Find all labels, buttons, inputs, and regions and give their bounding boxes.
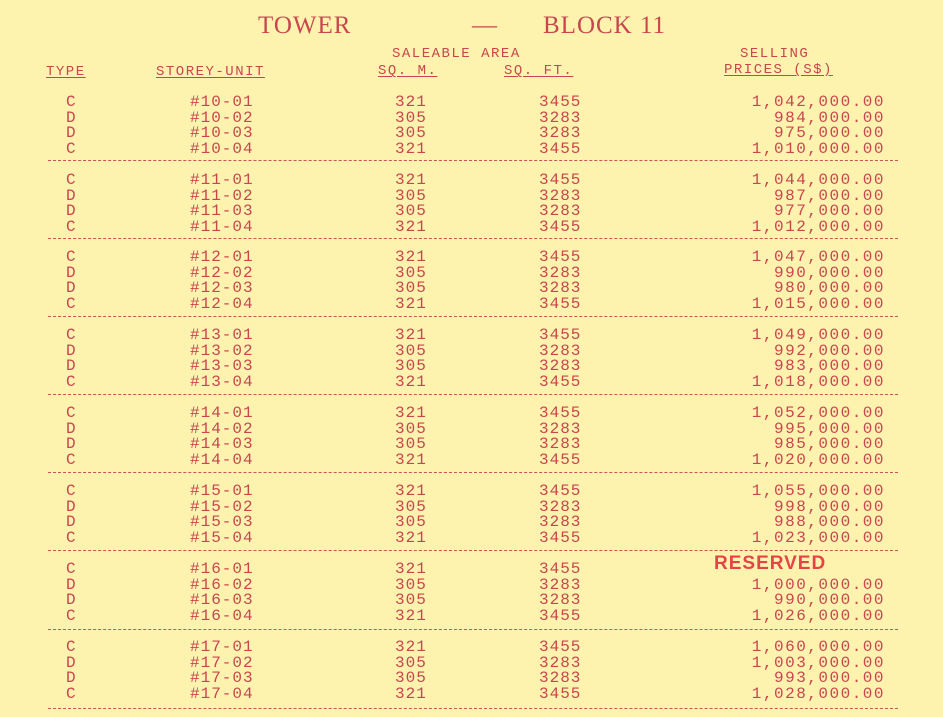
area-sq-m: 321: [395, 372, 427, 391]
unit-type: C: [66, 248, 76, 266]
area-sq-m: 305: [395, 497, 427, 516]
unit-type: D: [66, 653, 76, 672]
area-sq-m: 305: [395, 669, 427, 687]
storey-unit: #13-04: [190, 372, 254, 391]
area-sq-ft: 3455: [539, 372, 582, 391]
storey-unit: #17-02: [190, 653, 254, 672]
unit-type: D: [66, 513, 76, 531]
area-sq-m: 321: [395, 171, 427, 189]
header-storey-unit: STOREY-UNIT: [156, 64, 265, 80]
area-sq-m: 305: [395, 202, 427, 220]
reserved-stamp: RESERVED: [714, 553, 827, 574]
selling-price: 983,000.00: [773, 357, 885, 375]
selling-price: 1,052,000.00: [751, 404, 885, 422]
area-sq-m: 305: [395, 341, 427, 360]
selling-price: 1,028,000.00: [751, 684, 885, 703]
storey-unit: #14-03: [190, 435, 254, 453]
selling-price: 998,000.00: [773, 497, 885, 516]
area-sq-ft: 3283: [539, 341, 582, 360]
storey-unit: #15-03: [190, 513, 254, 531]
table-row: [0, 203, 943, 219]
area-sq-m: 321: [395, 93, 427, 111]
storey-unit: #11-03: [190, 202, 254, 220]
unit-type: C: [66, 606, 76, 625]
area-sq-m: 305: [395, 124, 427, 142]
area-sq-ft: 3283: [539, 186, 582, 205]
unit-type: C: [66, 326, 76, 344]
storey-unit: #13-02: [190, 341, 254, 360]
header-selling: SELLING: [740, 46, 810, 62]
unit-type: C: [66, 171, 76, 189]
unit-type: C: [66, 139, 76, 158]
area-sq-m: 305: [395, 186, 427, 205]
unit-type: C: [66, 638, 76, 656]
unit-type: D: [66, 202, 76, 220]
header-saleable-area: SALEABLE AREA: [392, 46, 521, 62]
unit-type: C: [66, 450, 76, 469]
area-sq-m: 321: [395, 638, 427, 656]
area-sq-m: 321: [395, 139, 427, 158]
unit-type: D: [66, 341, 76, 360]
selling-price: 980,000.00: [773, 279, 885, 297]
table-row: [0, 280, 943, 296]
area-sq-ft: 3455: [539, 93, 582, 111]
selling-price: 1,044,000.00: [751, 171, 885, 189]
storey-unit: #10-03: [190, 124, 254, 142]
header-type: TYPE: [46, 64, 86, 80]
area-sq-ft: 3283: [539, 435, 582, 453]
unit-type: D: [66, 497, 76, 516]
unit-type: D: [66, 263, 76, 282]
selling-price: 1,049,000.00: [751, 326, 885, 344]
unit-type: C: [66, 372, 76, 391]
table-row: [0, 452, 943, 468]
unit-type: C: [66, 482, 76, 500]
header-sq-ft: SQ. FT.: [504, 63, 574, 79]
storey-unit: #17-04: [190, 684, 254, 703]
selling-price: 990,000.00: [773, 591, 885, 609]
storey-unit: #16-01: [190, 560, 254, 578]
unit-type: D: [66, 357, 76, 375]
selling-price: 1,026,000.00: [751, 606, 885, 625]
area-sq-ft: 3283: [539, 202, 582, 220]
area-sq-ft: 3455: [539, 606, 582, 625]
selling-price: 985,000.00: [773, 435, 885, 453]
area-sq-ft: 3455: [539, 482, 582, 500]
unit-type: C: [66, 93, 76, 111]
table-row: [0, 436, 943, 452]
selling-price: 1,023,000.00: [751, 528, 885, 547]
selling-price: 1,015,000.00: [751, 294, 885, 313]
area-sq-ft: 3283: [539, 108, 582, 127]
table-row: [0, 483, 943, 499]
table-row: [0, 405, 943, 421]
area-sq-ft: 3283: [539, 575, 582, 594]
storey-unit: #12-04: [190, 294, 254, 313]
area-sq-m: 321: [395, 684, 427, 703]
area-sq-ft: 3455: [539, 326, 582, 344]
area-sq-m: 321: [395, 326, 427, 344]
header-sq-m: SQ. M.: [378, 63, 438, 79]
area-sq-m: 305: [395, 435, 427, 453]
area-sq-m: 321: [395, 560, 427, 578]
table-row: [0, 530, 943, 546]
area-sq-ft: 3455: [539, 139, 582, 158]
area-sq-ft: 3455: [539, 450, 582, 469]
selling-price: 1,012,000.00: [751, 217, 885, 236]
storey-unit: #15-02: [190, 497, 254, 516]
unit-type: C: [66, 560, 76, 578]
table-row: [0, 327, 943, 343]
group-separator: [48, 394, 898, 395]
selling-price: 1,042,000.00: [751, 93, 885, 111]
group-separator: [48, 550, 898, 551]
selling-price: 993,000.00: [773, 669, 885, 687]
storey-unit: #15-01: [190, 482, 254, 500]
storey-unit: #14-02: [190, 419, 254, 438]
table-row: [0, 249, 943, 265]
selling-price: 1,010,000.00: [751, 139, 885, 158]
storey-unit: #11-01: [190, 171, 254, 189]
storey-unit: #13-01: [190, 326, 254, 344]
unit-type: C: [66, 404, 76, 422]
area-sq-ft: 3455: [539, 294, 582, 313]
area-sq-ft: 3455: [539, 684, 582, 703]
group-separator: [48, 238, 898, 239]
unit-type: D: [66, 279, 76, 297]
selling-price: 1,047,000.00: [751, 248, 885, 266]
selling-price: 1,060,000.00: [751, 638, 885, 656]
selling-price: 1,000,000.00: [751, 575, 885, 594]
area-sq-ft: 3283: [539, 497, 582, 516]
table-row: [0, 125, 943, 141]
storey-unit: #17-01: [190, 638, 254, 656]
area-sq-ft: 3283: [539, 591, 582, 609]
table-row: [0, 374, 943, 390]
selling-price: 990,000.00: [773, 263, 885, 282]
storey-unit: #10-01: [190, 93, 254, 111]
area-sq-ft: 3283: [539, 419, 582, 438]
area-sq-ft: 3283: [539, 669, 582, 687]
selling-price: 975,000.00: [773, 124, 885, 142]
title-tower: TOWER: [258, 12, 352, 39]
storey-unit: #16-04: [190, 606, 254, 625]
unit-type: D: [66, 435, 76, 453]
area-sq-m: 305: [395, 653, 427, 672]
table-row: [0, 358, 943, 374]
selling-price: 987,000.00: [773, 186, 885, 205]
unit-type: D: [66, 186, 76, 205]
area-sq-m: 321: [395, 217, 427, 236]
group-separator: [48, 160, 898, 161]
table-row: [0, 219, 943, 235]
unit-type: D: [66, 108, 76, 127]
selling-price: 992,000.00: [773, 341, 885, 360]
table-row: [0, 514, 943, 530]
group-separator: [48, 629, 898, 630]
table-row: [0, 141, 943, 157]
storey-unit: #13-03: [190, 357, 254, 375]
selling-price: 1,018,000.00: [751, 372, 885, 391]
unit-type: C: [66, 684, 76, 703]
group-separator: [48, 316, 898, 317]
title-block: BLOCK 11: [543, 12, 667, 39]
table-row: [0, 592, 943, 608]
selling-price: 1,003,000.00: [751, 653, 885, 672]
area-sq-m: 305: [395, 591, 427, 609]
area-sq-ft: 3283: [539, 513, 582, 531]
area-sq-ft: 3283: [539, 263, 582, 282]
area-sq-ft: 3455: [539, 638, 582, 656]
document-title: [0, 10, 943, 46]
area-sq-ft: 3283: [539, 357, 582, 375]
table-row: [0, 94, 943, 110]
table-row: [0, 608, 943, 624]
unit-type: D: [66, 591, 76, 609]
area-sq-m: 321: [395, 606, 427, 625]
unit-type: D: [66, 669, 76, 687]
selling-price: 977,000.00: [773, 202, 885, 220]
area-sq-ft: 3455: [539, 404, 582, 422]
area-sq-m: 305: [395, 575, 427, 594]
header-prices: PRICES (S$): [724, 62, 833, 78]
table-row: [0, 686, 943, 702]
storey-unit: #11-02: [190, 186, 254, 205]
storey-unit: #14-01: [190, 404, 254, 422]
table-row: [0, 670, 943, 686]
area-sq-m: 305: [395, 513, 427, 531]
storey-unit: #14-04: [190, 450, 254, 469]
storey-unit: #12-02: [190, 263, 254, 282]
unit-type: D: [66, 419, 76, 438]
selling-price: 1,020,000.00: [751, 450, 885, 469]
area-sq-m: 305: [395, 108, 427, 127]
storey-unit: #12-01: [190, 248, 254, 266]
selling-price: 995,000.00: [773, 419, 885, 438]
area-sq-ft: 3283: [539, 124, 582, 142]
unit-type: D: [66, 575, 76, 594]
area-sq-m: 305: [395, 419, 427, 438]
table-row: [0, 639, 943, 655]
selling-price: 988,000.00: [773, 513, 885, 531]
selling-price: 1,055,000.00: [751, 482, 885, 500]
storey-unit: #11-04: [190, 217, 254, 236]
area-sq-m: 305: [395, 357, 427, 375]
area-sq-ft: 3455: [539, 248, 582, 266]
storey-unit: #10-02: [190, 108, 254, 127]
unit-type: D: [66, 124, 76, 142]
storey-unit: #16-03: [190, 591, 254, 609]
area-sq-ft: 3455: [539, 560, 582, 578]
area-sq-ft: 3283: [539, 653, 582, 672]
area-sq-m: 305: [395, 263, 427, 282]
title-dash: —: [472, 12, 498, 39]
area-sq-m: 305: [395, 279, 427, 297]
group-separator: [48, 708, 898, 709]
storey-unit: #16-02: [190, 575, 254, 594]
table-row: [0, 296, 943, 312]
area-sq-ft: 3455: [539, 528, 582, 547]
area-sq-ft: 3283: [539, 279, 582, 297]
unit-type: C: [66, 217, 76, 236]
selling-price: 984,000.00: [773, 108, 885, 127]
area-sq-m: 321: [395, 450, 427, 469]
area-sq-m: 321: [395, 404, 427, 422]
area-sq-ft: 3455: [539, 217, 582, 236]
unit-type: C: [66, 528, 76, 547]
area-sq-m: 321: [395, 294, 427, 313]
group-separator: [48, 472, 898, 473]
table-row: [0, 172, 943, 188]
area-sq-m: 321: [395, 528, 427, 547]
area-sq-ft: 3455: [539, 171, 582, 189]
area-sq-m: 321: [395, 248, 427, 266]
storey-unit: #10-04: [190, 139, 254, 158]
storey-unit: #12-03: [190, 279, 254, 297]
unit-type: C: [66, 294, 76, 313]
area-sq-m: 321: [395, 482, 427, 500]
storey-unit: #15-04: [190, 528, 254, 547]
storey-unit: #17-03: [190, 669, 254, 687]
